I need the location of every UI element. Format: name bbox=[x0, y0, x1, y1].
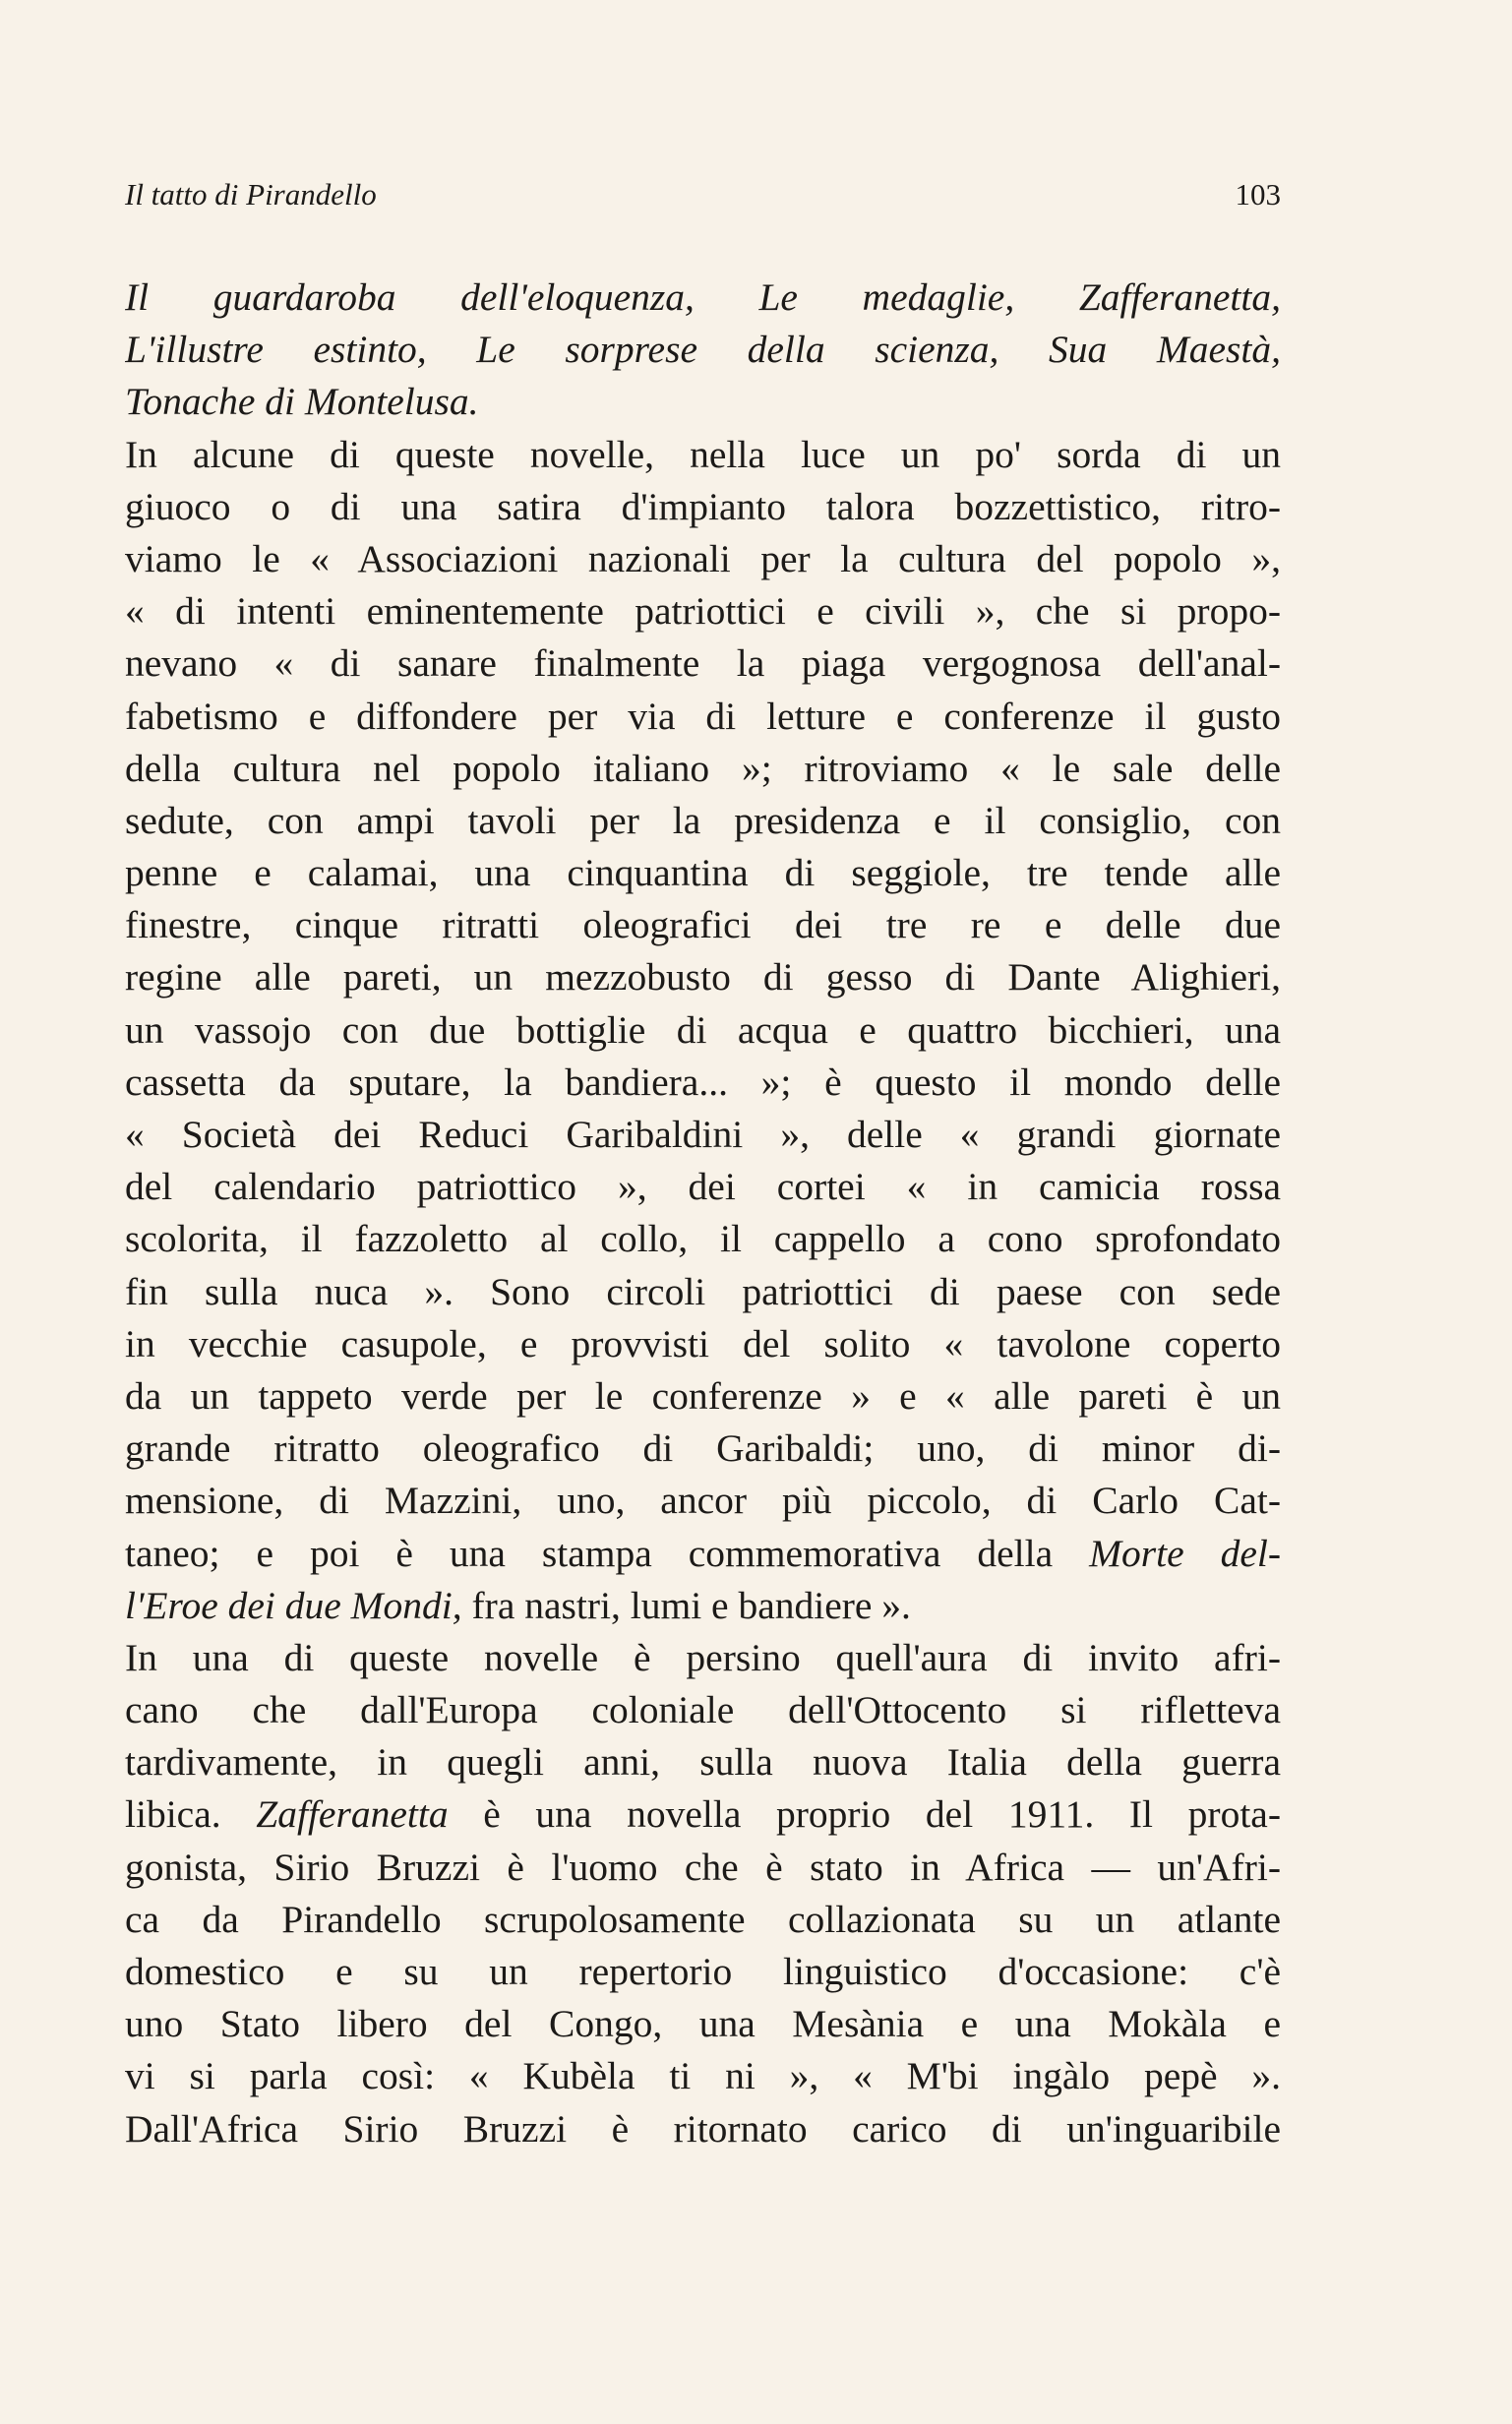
text-line bbox=[125, 847, 1281, 899]
italic-text: l'Eroe dei due Mondi, bbox=[125, 1583, 462, 1627]
text-line bbox=[125, 429, 1281, 481]
text-segment: « Società dei Reduci Garibaldini », delle « grandi giornate bbox=[125, 1113, 1281, 1156]
text-segment: fra nastri, lumi e bandiere ». bbox=[461, 1583, 911, 1627]
text-line bbox=[125, 1684, 1281, 1736]
text-segment: cassetta da sputare, la bandiera... »; è questo il mondo delle bbox=[125, 1060, 1281, 1104]
text-line bbox=[125, 1423, 1281, 1475]
italic-text: Il guardaroba dell'eloquenza, Le medaglie, Zafferanetta, bbox=[125, 275, 1281, 319]
text-line bbox=[125, 1004, 1281, 1057]
text-line bbox=[125, 481, 1281, 533]
text-segment: grande ritratto oleografico di Garibaldi; uno, di minor di- bbox=[125, 1426, 1281, 1471]
text-segment: del calendario patriottico », dei cortei « in camicia rossa bbox=[125, 1165, 1281, 1209]
italic-text: L'illustre estinto, Le sorprese della scienza, Sua Maestà, bbox=[125, 328, 1281, 372]
text-line bbox=[125, 585, 1281, 637]
text-segment: In una di queste novelle è persino quell'aura di invito afri- bbox=[125, 1635, 1281, 1679]
text-segment: da un tappeto verde per le conferenze » e « alle pareti è un bbox=[125, 1373, 1281, 1418]
text-segment: uno Stato libero del Congo, una Mesània e una Mokàla e bbox=[125, 2002, 1281, 2046]
text-segment: In alcune di queste novelle, nella luce un po' sorda di un bbox=[125, 432, 1281, 476]
text-segment: taneo; e poi è una stampa commemorativa della bbox=[125, 1531, 1090, 1575]
text-segment: fin sulla nuca ». Sono circoli patriottici di paese con sede bbox=[125, 1269, 1281, 1313]
italic-text: Tonache di Montelusa. bbox=[125, 380, 479, 424]
text-line bbox=[125, 1632, 1281, 1684]
text-segment: gonista, Sirio Bruzzi è l'uomo che è stato in Africa — un'Afri- bbox=[125, 1845, 1281, 1889]
text-line bbox=[125, 795, 1281, 847]
text-line bbox=[125, 1109, 1281, 1161]
running-title: Il tatto di Pirandello bbox=[125, 177, 377, 212]
text-line bbox=[125, 1475, 1281, 1527]
text-line bbox=[125, 1580, 1281, 1632]
text-line bbox=[125, 637, 1281, 690]
text-segment: cano che dall'Europa coloniale dell'Ottocento si rifletteva bbox=[125, 1688, 1281, 1732]
text-segment: della cultura nel popolo italiano »; ritroviamo « le sale delle bbox=[125, 746, 1281, 790]
text-segment: penne e calamai, una cinquantina di seggiole, tre tende alle bbox=[125, 851, 1281, 895]
page-header bbox=[125, 173, 1281, 216]
text-segment: tardivamente, in quegli anni, sulla nuova Italia della guerra bbox=[125, 1740, 1281, 1785]
italic-text: Zafferanetta bbox=[256, 1792, 449, 1837]
text-segment: libica. bbox=[125, 1792, 257, 1837]
text-segment: un vassojo con due bottiglie di acqua e quattro bicchieri, una bbox=[125, 1007, 1281, 1052]
text-line bbox=[125, 1213, 1281, 1265]
text-line bbox=[125, 1528, 1281, 1580]
page-number: 103 bbox=[1235, 177, 1281, 212]
text-segment: regine alle pareti, un mezzobusto di gesso di Dante Alighieri, bbox=[125, 955, 1281, 1000]
italic-text: Morte del- bbox=[1089, 1531, 1281, 1575]
body-text bbox=[125, 272, 1281, 2155]
text-line bbox=[125, 691, 1281, 743]
text-segment: finestre, cinque ritratti oleografici dei tre re e delle due bbox=[125, 903, 1281, 947]
text-line bbox=[125, 1736, 1281, 1788]
text-line bbox=[125, 1057, 1281, 1109]
text-segment: giuoco o di una satira d'impianto talora bozzettistico, ritro- bbox=[125, 484, 1281, 528]
text-line bbox=[125, 1318, 1281, 1370]
text-line bbox=[125, 743, 1281, 795]
text-line bbox=[125, 533, 1281, 585]
text-segment: domestico e su un repertorio linguistico d'occasione: c'è bbox=[125, 1950, 1281, 1993]
text-segment: scolorita, il fazzoletto al collo, il cappello a cono sprofondato bbox=[125, 1217, 1281, 1261]
text-segment: viamo le « Associazioni nazionali per la cultura del popolo », bbox=[125, 536, 1281, 580]
text-segment: è una novella proprio del 1911. Il prota- bbox=[448, 1792, 1281, 1837]
text-line bbox=[125, 2103, 1281, 2155]
text-line bbox=[125, 1946, 1281, 1998]
text-line bbox=[125, 899, 1281, 951]
text-segment: fabetismo e diffondere per via di letture e conferenze il gusto bbox=[125, 694, 1281, 738]
text-line bbox=[125, 1788, 1281, 1841]
text-segment: nevano « di sanare finalmente la piaga vergognosa dell'anal- bbox=[125, 641, 1281, 686]
text-line bbox=[125, 1998, 1281, 2050]
text-line bbox=[125, 2050, 1281, 2102]
text-segment: vi si parla così: « Kubèla ti ni », « M'bi ingàlo pepè ». bbox=[125, 2054, 1281, 2098]
text-segment: sedute, con ampi tavoli per la presidenza e il consiglio, con bbox=[125, 798, 1281, 842]
text-segment: ca da Pirandello scrupolosamente collazionata su un atlante bbox=[125, 1897, 1281, 1941]
text-line bbox=[125, 951, 1281, 1003]
text-segment: in vecchie casupole, e provvisti del solito « tavolone coperto bbox=[125, 1321, 1281, 1365]
text-segment: Dall'Africa Sirio Bruzzi è ritornato carico di un'inguaribile bbox=[125, 2106, 1281, 2151]
text-line bbox=[125, 1842, 1281, 1894]
text-line bbox=[125, 324, 1281, 376]
text-line bbox=[125, 1161, 1281, 1213]
text-segment: « di intenti eminentemente patriottici e civili », che si propo- bbox=[125, 589, 1281, 634]
text-line bbox=[125, 1266, 1281, 1318]
text-line bbox=[125, 1894, 1281, 1946]
text-line bbox=[125, 272, 1281, 324]
text-line bbox=[125, 1370, 1281, 1423]
text-segment: mensione, di Mazzini, uno, ancor più piccolo, di Carlo Cat- bbox=[125, 1479, 1281, 1523]
text-line bbox=[125, 376, 1281, 428]
